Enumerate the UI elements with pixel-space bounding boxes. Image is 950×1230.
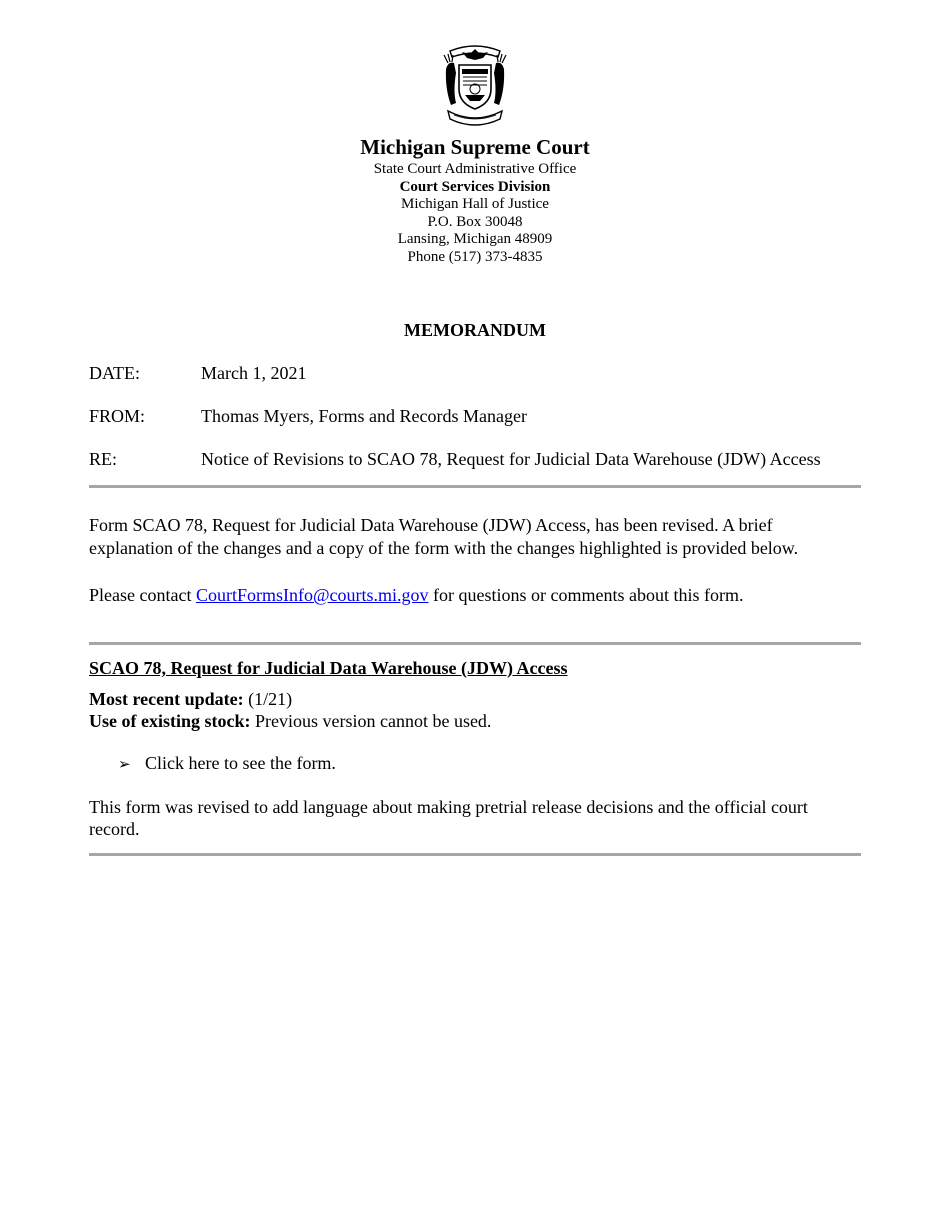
arrowhead-bullet-icon: ➢	[118, 755, 131, 773]
date-value: March 1, 2021	[201, 363, 307, 383]
michigan-state-seal-icon	[440, 43, 510, 127]
date-row	[89, 362, 889, 384]
update-label: Most recent update:	[89, 689, 244, 709]
memo-title: MEMORANDUM	[404, 320, 546, 340]
re-label: RE:	[89, 449, 118, 469]
from-value: Thomas Myers, Forms and Records Manager	[201, 406, 527, 426]
division-name: Court Services Division	[399, 178, 551, 195]
divider-section-bottom	[89, 853, 861, 856]
stock-label: Use of existing stock:	[89, 711, 251, 731]
contact-prefix: Please contact	[89, 585, 196, 605]
re-value: Notice of Revisions to SCAO 78, Request for Judicial Data Warehouse (JDW) Access	[201, 449, 821, 469]
contact-paragraph	[89, 584, 861, 607]
stock-value: Previous version cannot be used.	[250, 711, 492, 731]
building-name: Michigan Hall of Justice	[401, 196, 549, 213]
re-row	[89, 448, 889, 470]
date-label: DATE:	[89, 363, 140, 383]
divider-header	[89, 485, 861, 488]
city-address: Lansing, Michigan 48909	[397, 231, 553, 248]
see-form-link[interactable]: Click here to see the form.	[145, 753, 336, 773]
court-name: Michigan Supreme Court	[360, 135, 590, 159]
update-line	[89, 688, 292, 710]
update-value: (1/21)	[243, 689, 293, 709]
form-link-bullet	[118, 752, 336, 775]
form-description: This form was revised to add language about making pretrial release decisions and the official court record.	[89, 797, 808, 839]
stock-line	[89, 710, 491, 732]
from-label: FROM:	[89, 406, 146, 426]
contact-suffix: for questions or comments about this form.	[428, 585, 744, 605]
divider-section-top	[89, 642, 861, 645]
intro-paragraph: Form SCAO 78, Request for Judicial Data Warehouse (JDW) Access, has been revised. A brief explanation of the changes and a copy of the form with the changes highlighted is provided below.	[89, 515, 799, 558]
from-row	[89, 405, 889, 427]
phone-number: Phone (517) 373-4835	[407, 248, 543, 265]
letterhead	[0, 133, 950, 267]
contact-email-link[interactable]: CourtFormsInfo@courts.mi.gov	[195, 585, 429, 605]
po-box: P.O. Box 30048	[427, 213, 523, 230]
office-name: State Court Administrative Office	[373, 161, 577, 177]
form-section-title: SCAO 78, Request for Judicial Data Warehouse (JDW) Access	[89, 658, 568, 678]
